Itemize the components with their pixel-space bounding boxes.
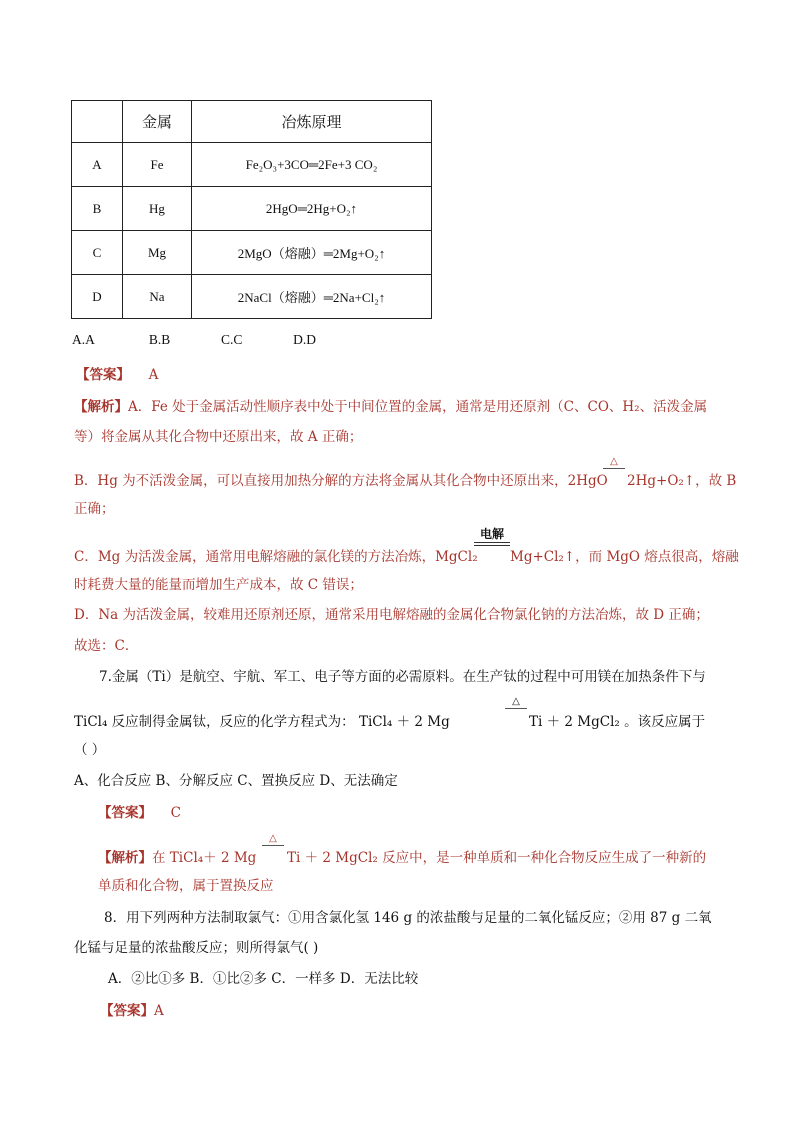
reaction-bar [505,708,527,709]
answer-value: A [154,1003,164,1019]
q6-analysis-b-part1: B．Hg 为不活泼金属，可以直接用加热分解的方法将金属从其化合物中还原出来，2HgO [74,473,608,489]
table-header-cell [72,101,123,143]
q6-analysis-c-line2: 时耗费大量的能量而增加生产成本，故 C 错误； [74,577,363,593]
heat-condition: △ [512,696,520,707]
table-row [72,187,432,231]
answer-label: 【答案】 [98,805,152,821]
q7-line2a: TiCl₄ 反应制得金属钛，反应的化学方程式为： TiCl₄ ＋ 2 Mg [74,714,450,730]
reaction-bar [603,468,625,469]
q8-options: A．②比①多 B．①比②多 C．一样多 D．无法比较 [108,971,419,987]
row-equation: 2MgO（熔融）═2Mg+O₂↑ [192,231,432,275]
q8-line1: 8．用下列两种方法制取氯气：①用含氯化氢 146 g 的浓盐酸与足量的二氧化锰反应；②用 87 g 二氧 [104,910,712,926]
row-metal: Na [123,275,192,319]
row-equation: 2NaCl（熔融）═2Na+Cl₂↑ [192,275,432,319]
table-header-principle: 冶炼原理 [192,101,432,143]
row-metal: Mg [123,231,192,275]
option-a: A.A [72,332,95,347]
option-c: C.C [221,332,243,347]
metal-smelting-table [71,100,432,319]
analysis-text: 在 TiCl₄＋ 2 Mg [152,850,257,866]
table-header-metal: 金属 [123,101,192,143]
q8-answer [100,999,164,1019]
row-equation: 2HgO═2Hg+O₂↑ [192,187,432,231]
heat-condition: △ [610,456,618,467]
table-row [72,231,432,275]
table-row [72,275,432,319]
answer-label: 【答案】 [76,367,130,383]
q8-line2: 化锰与足量的浓盐酸反应；则所得氯气( ) [74,940,319,956]
q6-analysis-b-part2: 2Hg+O₂↑，故 B [627,473,737,489]
q6-analysis-a-line2: 等）将金属从其化合物中还原出来，故 A 正确； [74,429,363,445]
analysis-label: 【解析】 [98,850,152,866]
q6-analysis-c-part1: C．Mg 为活泼金属，通常用电解熔融的氯化镁的方法冶炼，MgCl₂ [74,549,478,565]
analysis-text: A．Fe 处于金属活动性顺序表中处于中间位置的金属，通常是用还原剂（C、CO、H₂、活泼金属 [128,399,708,415]
heat-condition: △ [269,833,277,844]
row-label: B [72,187,123,231]
reaction-bar [474,545,510,546]
q7-options: A、化合反应 B、分解反应 C、置换反应 D、无法确定 [74,773,398,789]
option-d: D.D [293,332,317,347]
q6-analysis-b-line2: 正确； [74,501,115,517]
q6-analysis-c-part2: Mg+Cl₂↑，而 MgO 熔点很高，熔融 [510,549,739,565]
answer-label: 【答案】 [100,1003,154,1019]
row-label: A [72,143,123,187]
q6-options [72,332,316,348]
row-label: C [72,231,123,275]
electrolysis-condition: 电解 [479,527,504,541]
q7-blank: （ ） [74,742,106,758]
row-metal: Hg [123,187,192,231]
row-metal: Fe [123,143,192,187]
q7-line2b: Ti ＋ 2 MgCl₂ 。该反应属于 [529,714,706,730]
table-row [72,143,432,187]
row-equation: Fe₂O₃+3CO═2Fe+3 CO₂ [192,143,432,187]
q7-line1: 7.金属（Ti）是航空、宇航、军工、电子等方面的必需原料。在生产钛的过程中可用镁在加热条件下与 [99,669,706,685]
q7-analysis-line2: 单质和化合物，属于置换反应 [98,878,274,894]
q7-analysis-part2: Ti ＋ 2 MgCl₂ 反应中，是一种单质和一种化合物反应生成了一种新的 [287,850,707,866]
reaction-bar [474,542,510,543]
q7-answer [98,801,181,821]
answer-value: A [148,367,159,383]
answer-value: C [170,805,181,821]
q7-analysis-part1 [98,846,256,866]
q6-analysis-a-line1 [74,395,707,415]
option-b: B.B [148,332,171,347]
q6-answer [76,363,158,383]
q6-analysis-d-line1: D．Na 为活泼金属，较难用还原剂还原，通常采用电解熔融的金属化合物氯化钠的方法冶炼，故 D 正确； [74,607,709,623]
q6-conclusion: 故选：C． [74,638,139,654]
reaction-bar [262,845,284,846]
row-label: D [72,275,123,319]
analysis-label: 【解析】 [74,399,128,415]
